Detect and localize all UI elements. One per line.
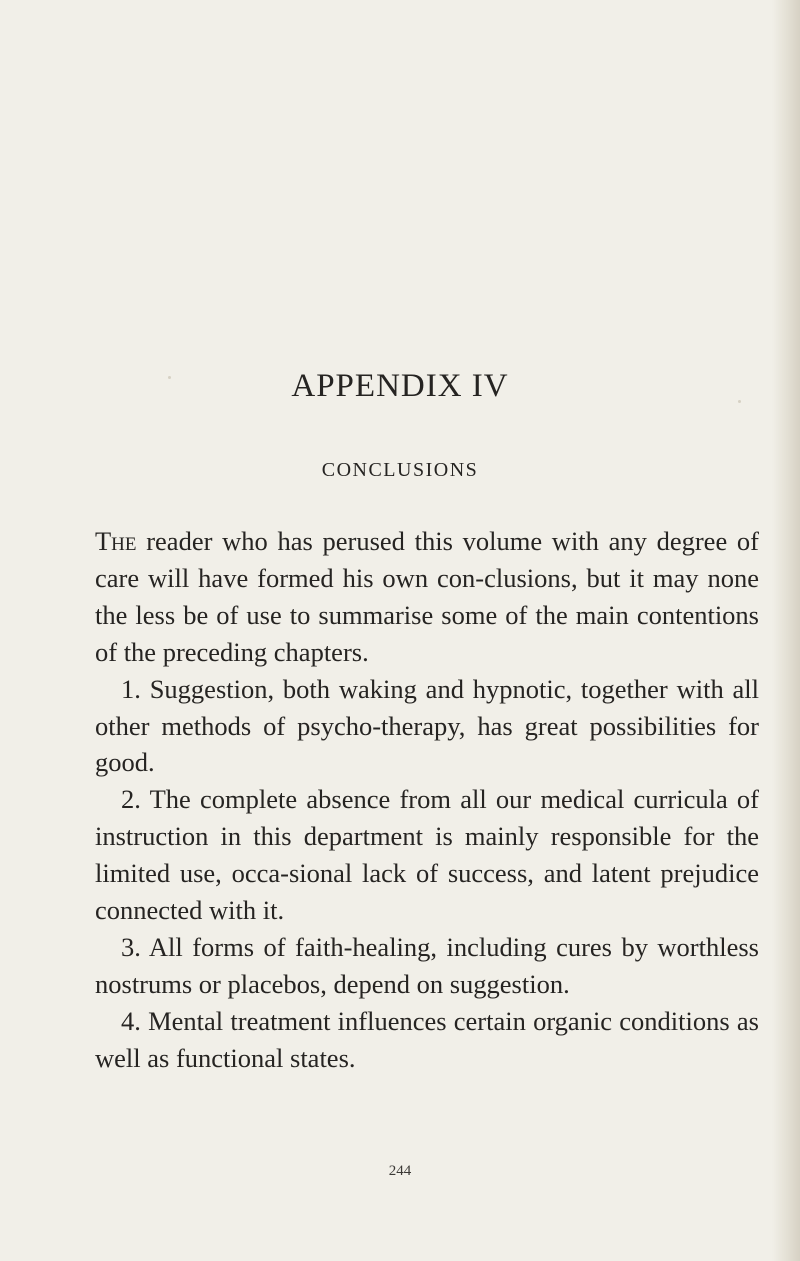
conclusion-item-1: 1. Suggestion, both waking and hypnotic, together with all other methods of psycho-therapy, has great possibilities for good. [95, 673, 759, 778]
section-title: CONCLUSIONS [321, 459, 479, 481]
intro-paragraph [95, 523, 759, 671]
conclusion-item-3: 3. All forms of faith-healing, including cures by worthless nostrums or placebos, depend on suggestion. [95, 931, 759, 999]
conclusion-item-2: 2. The complete absence from all our medical curricula of instruction in this department is mainly responsible for the limited use, occa-sional lack of success, and latent prejudice connected with it. [95, 784, 759, 926]
appendix-title: APPENDIX IV [291, 368, 509, 404]
page-number: 244 [388, 1163, 412, 1179]
intro-text: reader who has perused this volume with any degree of care will have formed his own con-clusions, but it may none the less be of use to summarise some of the main contentions of the preceding chapters. [95, 526, 759, 667]
page-edge-shadow [772, 0, 800, 1261]
lead-word: The [95, 526, 137, 556]
body-text [95, 523, 759, 1077]
conclusion-item-4: 4. Mental treatment influences certain organic conditions as well as functional states. [95, 1005, 759, 1073]
